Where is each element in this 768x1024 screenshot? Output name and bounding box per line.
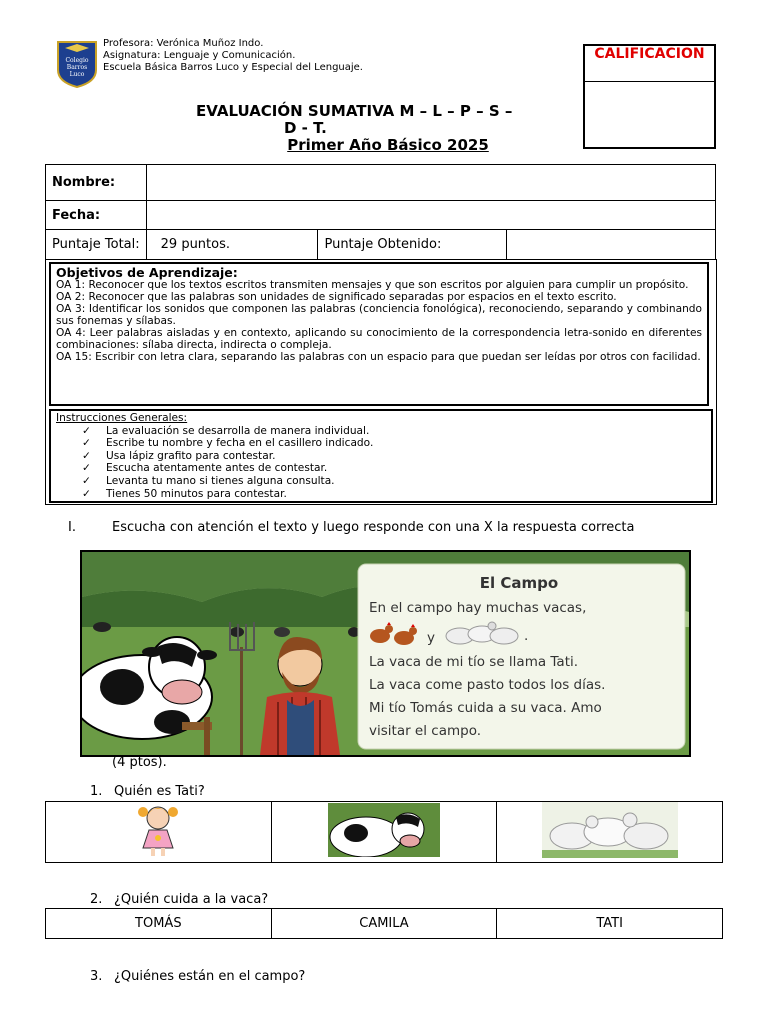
total-score-value: 29 puntos. [146,230,318,260]
story-line: Mi tío Tomás cuida a su vaca. Amo [369,700,602,716]
svg-text:Colegio: Colegio [65,57,89,64]
objectives-heading: Objetivos de Aprendizaje: [56,265,238,280]
instruction-item: ✓ Tienes 50 minutos para contestar. [82,487,287,500]
student-info-table [45,164,716,260]
objective-item: OA 15: Escribir con letra clara, separando las palabras con un espacio para que puedan ser leídas por otros con facilidad. [56,351,701,363]
instruction-item: ✓ Escribe tu nombre y fecha en el casillero indicado. [82,437,374,450]
check-icon: ✓ [82,487,91,500]
story-line: En el campo hay muchas vacas, [369,600,587,616]
sheep-icon [542,802,678,858]
question-1: 1. Quién es Tati? [90,784,205,799]
instruction-item: ✓ Usa lápiz grafito para contestar. [82,449,276,462]
option-tati[interactable]: TATI [497,909,723,939]
svg-text:Luco: Luco [69,71,85,78]
story-line: La vaca de mi tío se llama Tati. [369,654,579,670]
page-title [196,103,580,154]
school-line: Escuela Básica Barros Luco y Especial del Lenguaje. [103,62,363,73]
option-sheep[interactable] [497,802,723,863]
section-instruction [68,520,634,535]
section-numeral: I. [68,520,76,535]
check-icon: ✓ [82,474,91,487]
question-3: 3. ¿Quiénes están en el campo? [90,969,306,984]
name-field[interactable] [146,165,715,201]
objective-item: OA 2: Reconocer que las palabras son unidades de significado separadas por espacios en el texto escrito. [56,291,617,303]
option-tomas[interactable]: TOMÁS [46,909,272,939]
story-title: El Campo [479,574,559,592]
girl-icon [125,802,191,858]
check-icon: ✓ [82,437,91,450]
story-illustration [80,550,691,757]
title-line2: D - T. [284,119,327,137]
cow-icon [328,803,440,857]
question-2: 2. ¿Quién cuida a la vaca? [90,892,269,907]
option-cow[interactable] [271,802,497,863]
check-icon: ✓ [82,424,91,437]
school-logo [56,40,98,88]
total-score-label: Puntaje Total: [46,230,147,260]
story-line: La vaca come pasto todos los días. [369,677,606,693]
title-line1: EVALUACIÓN SUMATIVA M – L – P – S – [196,102,513,120]
question-text: ¿Quién cuida a la vaca? [114,892,269,907]
date-field[interactable] [146,201,715,230]
grade-field[interactable] [585,82,714,146]
instructions-box [49,409,713,503]
objective-item: OA 3: Identificar los sonidos que componen las palabras (conciencia fonológica), reconociendo, separando y combinando sus fonemas y sílabas. [56,303,702,327]
option-camila[interactable]: CAMILA [271,909,497,939]
instruction-item: ✓ La evaluación se desarrolla de manera individual. [82,424,370,437]
obtained-score-field[interactable] [507,230,716,260]
question-1-options [45,801,723,863]
objective-item: OA 1: Reconocer que los textos escritos transmiten mensajes y que son escritos por alguien para cumplir un propósito. [56,279,689,291]
svg-text:.: . [524,628,529,644]
question-2-options [45,908,723,939]
obtained-score-label: Puntaje Obtenido: [318,230,507,260]
title-line3: Primer Año Básico 2025 [287,136,489,154]
date-label: Fecha: [46,201,147,230]
section-text: Escucha con atención el texto y luego responde con una X la respuesta correcta [112,520,635,535]
points-label: (4 ptos). [112,755,167,770]
svg-text:Barros: Barros [66,64,88,71]
question-text: Quién es Tati? [114,784,205,799]
instruction-item: ✓ Levanta tu mano si tienes alguna consulta. [82,474,335,487]
question-text: ¿Quiénes están en el campo? [114,969,306,984]
grade-box [583,44,716,149]
instructions-heading: Instrucciones Generales: [56,412,188,424]
header-meta [103,38,363,74]
check-icon: ✓ [82,449,91,462]
svg-text:y: y [427,630,435,646]
check-icon: ✓ [82,462,91,475]
grade-label: CALIFICACION [585,46,714,82]
instruction-item: ✓ Escucha atentamente antes de contestar. [82,462,328,475]
story-line: visitar el campo. [369,723,482,739]
name-label: Nombre: [46,165,147,201]
subject-line: Asignatura: Lenguaje y Comunicación. [103,50,296,61]
teacher-line: Profesora: Verónica Muñoz Indo. [103,38,264,49]
option-girl[interactable] [46,802,272,863]
objective-item: OA 4: Leer palabras aisladas y en contexto, aplicando su conocimiento de la correspondencia letra-sonido en diferentes combinaciones: sílaba directa, indirecta o compleja. [56,327,702,351]
objectives-box [49,262,709,406]
